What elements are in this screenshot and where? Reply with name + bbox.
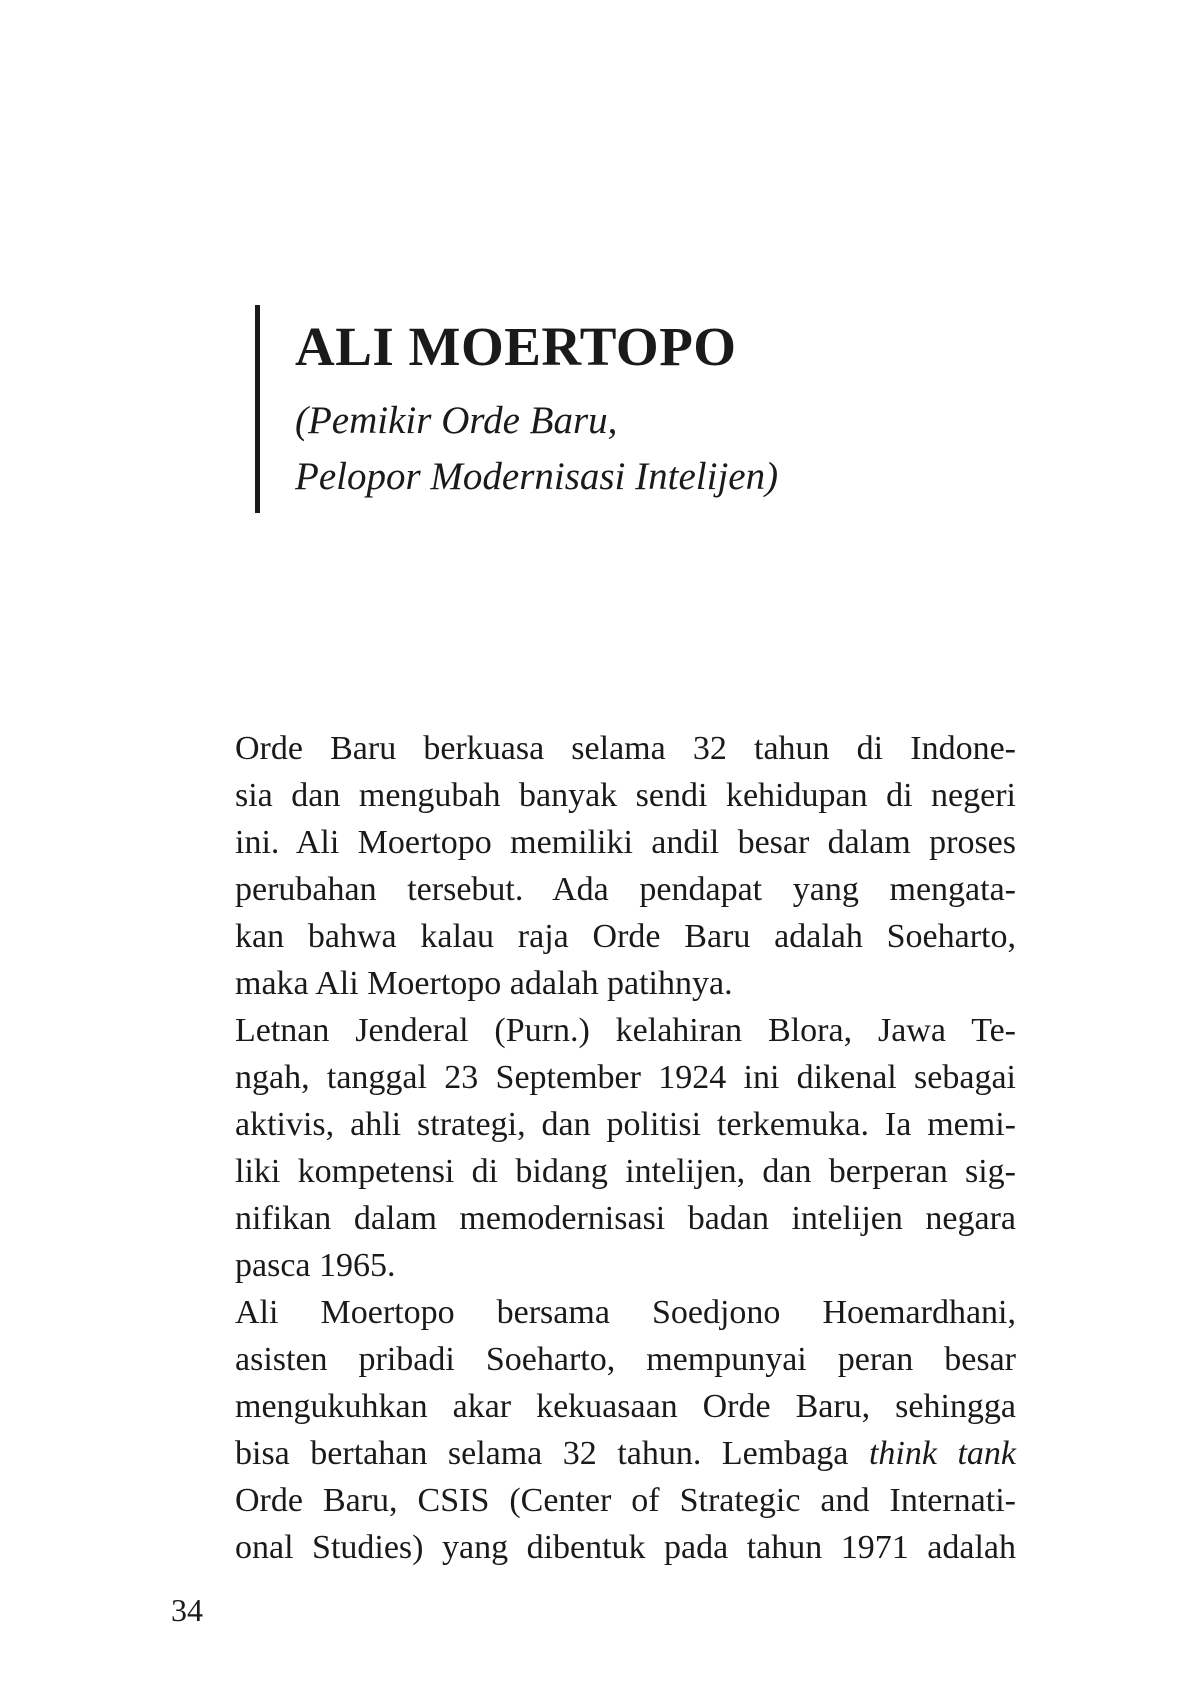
chapter-title: ALI MOERTOPO: [295, 316, 737, 377]
paragraph-3: [171, 1289, 1016, 1571]
text-line: pasca 1965.: [235, 1247, 396, 1284]
text-line: aktivis, ahli strategi, dan politisi terkemuka. Ia memi-: [235, 1106, 1016, 1143]
subtitle-line-1: (Pemikir Orde Baru,: [295, 399, 618, 442]
text-line: sia dan mengubah banyak sendi kehidupan di negeri: [235, 777, 1016, 814]
chapter-heading: [255, 305, 955, 513]
title-vertical-rule: [255, 305, 260, 513]
text-line: nifikan dalam memodernisasi badan intelijen negara: [235, 1200, 1016, 1237]
text-line: perubahan tersebut. Ada pendapat yang mengata-: [235, 871, 1016, 908]
text-line: Letnan Jenderal (Purn.) kelahiran Blora, Jawa Te-: [235, 1012, 1016, 1049]
body-text: [171, 725, 1016, 1571]
text-line: onal Studies) yang dibentuk pada tahun 1971 adalah: [235, 1529, 1016, 1566]
italic-term: think tank: [868, 1435, 1016, 1472]
paragraph-1: [171, 725, 1016, 1007]
text-line-with-italic: [171, 1430, 1016, 1477]
paragraph-2: [171, 1007, 1016, 1289]
text-line: Ali Moertopo bersama Soedjono Hoemardhani,: [235, 1294, 1016, 1331]
text-line: asisten pribadi Soeharto, mempunyai peran besar: [235, 1341, 1016, 1378]
text-line: kan bahwa kalau raja Orde Baru adalah Soeharto,: [235, 918, 1016, 955]
text-line: liki kompetensi di bidang intelijen, dan berperan sig-: [235, 1153, 1016, 1190]
text-line: ini. Ali Moertopo memiliki andil besar dalam proses: [235, 824, 1016, 861]
subtitle-line-2: Pelopor Modernisasi Intelijen): [295, 455, 779, 498]
text-line: Orde Baru, CSIS (Center of Strategic and Internati-: [235, 1482, 1016, 1519]
text-segment: bisa bertahan selama 32 tahun. Lembaga: [235, 1435, 869, 1472]
text-line: maka Ali Moertopo adalah patihnya.: [235, 965, 733, 1002]
chapter-subtitle: [295, 393, 778, 505]
page-number: 34: [171, 1592, 203, 1628]
text-line: mengukuhkan akar kekuasaan Orde Baru, sehingga: [235, 1388, 1016, 1425]
text-line: ngah, tanggal 23 September 1924 ini dikenal sebagai: [235, 1059, 1016, 1096]
text-line: Orde Baru berkuasa selama 32 tahun di Indone-: [235, 730, 1016, 767]
